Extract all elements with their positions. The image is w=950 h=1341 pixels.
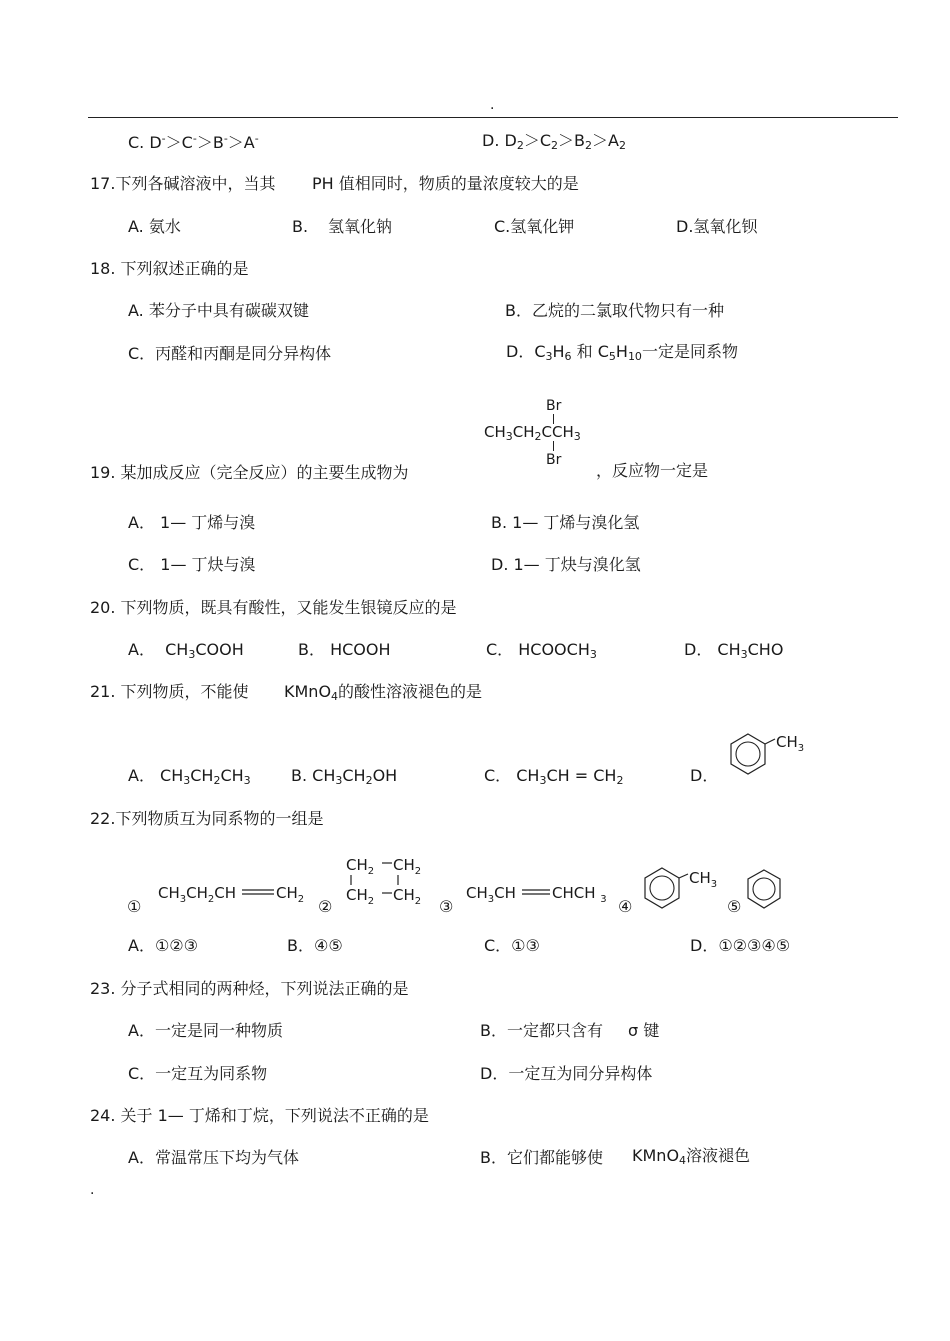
q22-molecule-5-benzene <box>746 868 786 916</box>
q24-stem: 24. 关于 1— 丁烯和丁烷，下列说法不正确的是 <box>90 1106 429 1125</box>
q17-option-c: C.氢氧化钾 <box>494 217 575 236</box>
q17-option-d: D.氢氧化钡 <box>676 217 758 236</box>
q18-option-c: C．丙醛和丙酮是同分异构体 <box>128 344 332 363</box>
q22-num-4: ④ <box>618 897 633 916</box>
q24-option-b-formula: KMnO$_4$溶液褪色 <box>632 1146 751 1167</box>
q20-option-b: B． HCOOH <box>298 640 391 659</box>
q22-num-5: ⑤ <box>727 897 742 916</box>
q21-option-a: A． $CH_3CH_2CH_3$ <box>128 766 251 787</box>
q23-option-c: C．一定互为同系物 <box>128 1064 268 1083</box>
q17-option-b-text: 氢氧化钠 <box>328 217 393 236</box>
q24-option-a: A．常温常压下均为气体 <box>128 1148 299 1167</box>
q22-molecule-2-cyclobutane <box>346 854 438 910</box>
q19-stem-cont: ，反应物一定是 <box>596 461 709 480</box>
q19-option-d: D. 1— 丁炔与溴化氢 <box>491 555 641 574</box>
q23-option-b: B．一定都只含有 <box>480 1021 603 1040</box>
q19-product-br-bottom: Br <box>546 452 562 468</box>
q22-num-1: ① <box>127 897 142 916</box>
q22-molecule-1 <box>158 880 318 908</box>
footer-dot: . <box>90 1182 95 1198</box>
q20-option-d: D． $CH_3CHO$ <box>684 640 784 661</box>
q22-num-3: ③ <box>439 897 454 916</box>
svg-text:CH2: $CH_2$ <box>393 856 422 877</box>
svg-text:CH2: $CH_2$ <box>393 886 422 907</box>
q22-num-2: ② <box>318 897 333 916</box>
q19-stem: 19. 某加成反应（完全反应）的主要生成物为 <box>90 463 409 482</box>
q22-option-c: C．①③ <box>484 936 540 955</box>
q22-option-d: D．①②③④⑤ <box>690 936 791 955</box>
q21-option-c: C． $CH_3CH = CH_2$ <box>484 766 624 787</box>
q22-stem: 22.下列物质互为同系物的一组是 <box>90 809 324 828</box>
q16-option-d: D. $D_2>C_2>B_2>A_2$ <box>482 131 626 152</box>
q23-option-d: D．一定互为同分异构体 <box>480 1064 653 1083</box>
q20-stem: 20. 下列物质，既具有酸性，又能发生银镜反应的是 <box>90 598 457 617</box>
q18-stem: 18. 下列叙述正确的是 <box>90 259 249 278</box>
q19-option-b: B. 1— 丁烯与溴化氢 <box>491 513 640 532</box>
svg-text:CH3CH: $CH_3CH$ <box>466 884 516 905</box>
q16-option-c: C. D-＞C-＞B-＞A- <box>128 132 259 152</box>
q20-option-a: A． $CH_3COOH$ <box>128 640 244 661</box>
q21-option-b: B. $CH_3CH_2OH$ <box>291 766 398 787</box>
q21-toluene-structure <box>726 730 816 782</box>
svg-text:CH2: $CH_2$ <box>346 856 375 877</box>
q23-option-b-cont: σ 键 <box>628 1021 660 1040</box>
svg-text:CH2: $CH_2$ <box>346 886 375 907</box>
q22-option-a: A．①②③ <box>128 936 198 955</box>
q21-methyl-label: $CH_3$ <box>776 733 805 754</box>
header-rule <box>88 117 898 118</box>
q20-option-c: C． $HCOOCH_3$ <box>486 640 597 661</box>
q18-option-d: D．$C_3H_6$ 和 $C_5H_{10}$一定是同系物 <box>506 342 738 363</box>
q19-option-a: A． 1— 丁烯与溴 <box>128 513 256 532</box>
q23-stem: 23. 分子式相同的两种烃，下列说法正确的是 <box>90 979 409 998</box>
q24-option-b: B．它们都能够使 <box>480 1148 603 1167</box>
q23-option-a: A．一定是同一种物质 <box>128 1021 283 1040</box>
q21-stem-formula: KMnO$_4$的酸性溶液褪色的是 <box>284 682 483 703</box>
q21-option-d: D． <box>690 766 719 785</box>
q17-stem: 17.下列各碱溶液中，当其 <box>90 174 276 193</box>
q19-product-br-top: Br <box>546 398 562 414</box>
q22-molecule-3 <box>466 880 616 908</box>
q22-molecule-4-toluene <box>640 864 726 916</box>
q18-option-b: B．乙烷的二氯取代物只有一种 <box>505 301 724 320</box>
q19-option-c: C． 1— 丁炔与溴 <box>128 555 256 574</box>
q22-option-b: B．④⑤ <box>287 936 343 955</box>
q17-option-a: A. 氨水 <box>128 217 181 236</box>
svg-text:CH3CH2CH: $CH_3CH_2CH$ <box>158 884 237 905</box>
header-dot: . <box>490 97 495 113</box>
q19-product-bond-bottom <box>553 441 554 451</box>
q21-stem: 21. 下列物质，不能使 <box>90 682 249 701</box>
q17-stem-cont: PH 值相同时，物质的量浓度较大的是 <box>312 174 579 193</box>
q17-option-b: B. <box>292 217 309 236</box>
svg-text:CHCH 3: CHCH $_3$ <box>552 884 607 905</box>
q19-product-chain: $CH_3CH_2CCH_3$ <box>484 423 581 443</box>
svg-text:CH3: $CH_3$ <box>689 869 718 890</box>
svg-text:CH2: $CH_2$ <box>276 884 305 905</box>
q18-option-a: A. 苯分子中具有碳碳双键 <box>128 301 309 320</box>
